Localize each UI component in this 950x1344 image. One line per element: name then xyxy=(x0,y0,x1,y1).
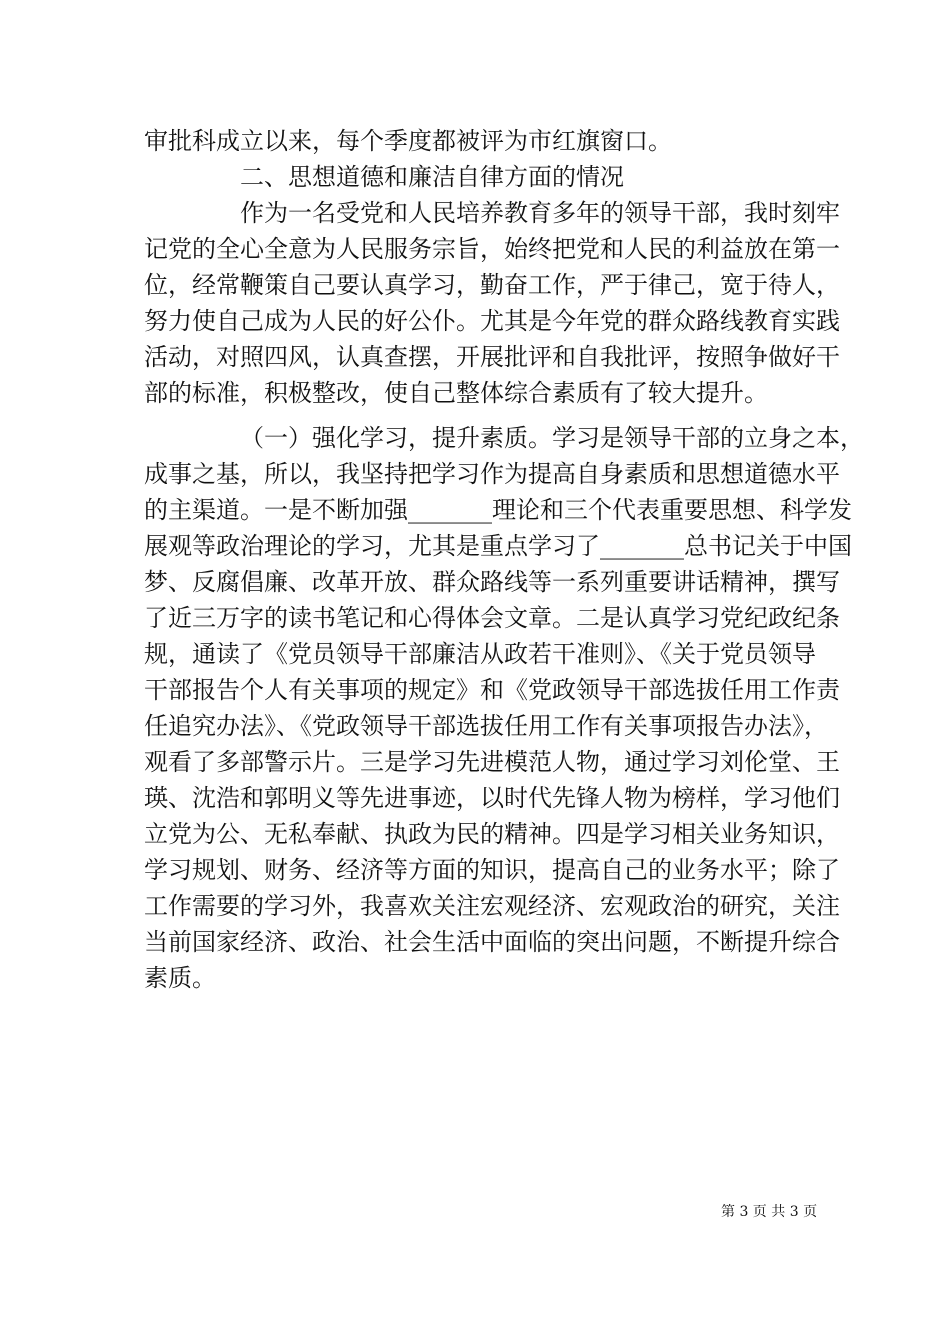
text-line: 任追究办法》、《党政领导干部选拔任用工作有关事项报告办法》， xyxy=(144,712,828,740)
text-line: 的主渠道。一是不断加强_______理论和三个代表重要思想、科学发 xyxy=(144,496,852,524)
text-line: 观看了多部警示片。三是学习先进模范人物，通过学习刘伦堂、王 xyxy=(144,748,840,776)
text-line: 展观等政治理论的学习，尤其是重点学习了_______总书记关于中国 xyxy=(144,532,852,560)
subsection-line: （一）强化学习，提升素质。学习是领导干部的立身之本， xyxy=(240,424,864,452)
text-line: 努力使自己成为人民的好公仆。尤其是今年党的群众路线教育实践 xyxy=(144,307,840,335)
text-line: 审批科成立以来，每个季度都被评为市红旗窗口。 xyxy=(144,127,672,155)
text-line: 工作需要的学习外，我喜欢关注宏观经济、宏观政治的研究，关注 xyxy=(144,892,840,920)
text-line: 记党的全心全意为人民服务宗旨，始终把党和人民的利益放在第一 xyxy=(144,235,840,263)
text-line: 素质。 xyxy=(144,964,216,992)
section-heading: 二、思想道德和廉洁自律方面的情况 xyxy=(240,163,624,191)
text-line: 瑛、沈浩和郭明义等先进事迹，以时代先锋人物为榜样，学习他们 xyxy=(144,784,840,812)
text-line: 学习规划、财务、经济等方面的知识，提高自己的业务水平；除了 xyxy=(144,856,840,884)
text-line: 当前国家经济、政治、社会生活中面临的突出问题，不断提升综合 xyxy=(144,928,840,956)
text-line: 成事之基，所以，我坚持把学习作为提高自身素质和思想道德水平 xyxy=(144,460,840,488)
text-line: 了近三万字的读书笔记和心得体会文章。二是认真学习党纪政纪条 xyxy=(144,604,840,632)
text-line: 活动，对照四风，认真查摆，开展批评和自我批评，按照争做好干 xyxy=(144,343,840,371)
page-number-footer: 第 3 页 共 3 页 xyxy=(721,1204,818,1220)
text-line: 立党为公、无私奉献、执政为民的精神。四是学习相关业务知识， xyxy=(144,820,840,848)
text-line: 规，通读了《党员领导干部廉洁从政若干准则》、《关于党员领导 xyxy=(144,640,816,668)
text-line: 干部报告个人有关事项的规定》和《党政领导干部选拔任用工作责 xyxy=(144,676,840,704)
text-line: 梦、反腐倡廉、改革开放、群众路线等一系列重要讲话精神，撰写 xyxy=(144,568,840,596)
text-line: 部的标准，积极整改，使自己整体综合素质有了较大提升。 xyxy=(144,379,768,407)
text-line: 作为一名受党和人民培养教育多年的领导干部，我时刻牢 xyxy=(240,199,840,227)
text-line: 位，经常鞭策自己要认真学习，勤奋工作，严于律己，宽于待人， xyxy=(144,271,840,299)
